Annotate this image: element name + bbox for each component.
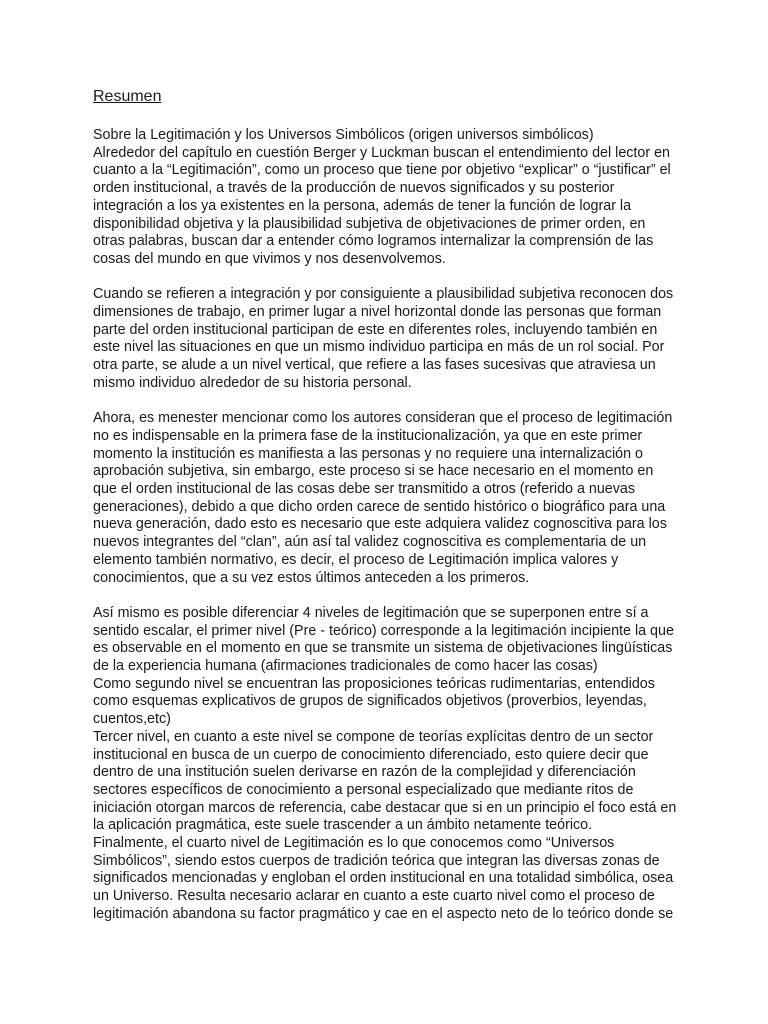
text-line: cosas del mundo en que vivimos y nos desenvolvemos. [93, 250, 446, 267]
text-line: momento la institución es manifiesta a las personas y no requiere una internalización o [93, 445, 643, 462]
document-body [93, 88, 681, 941]
text-line: Simbólicos”, siendo estos cuerpos de tradición teórica que integran las diversas zonas de [93, 852, 660, 869]
paragraph [93, 410, 681, 587]
document-title: Resumen [93, 88, 162, 105]
text-line: integración a los ya existentes en la persona, además de tener la función de lograr la [93, 197, 632, 214]
text-line: parte del orden institucional participan de este en diferentes roles, incluyendo también en [93, 321, 658, 338]
text-line: iniciación otorgan marcos de referencia, cabe destacar que si en un principio el foco está en [93, 799, 677, 816]
text-line: legitimación abandona su factor pragmático y cae en el aspecto neto de lo teórico donde se [93, 905, 674, 922]
text-line: orden institucional, a través de la producción de nuevos significados y su posterior [93, 180, 615, 197]
paragraph-container [93, 127, 681, 924]
text-line: Ahora, es menester mencionar como los autores consideran que el proceso de legitimación [93, 410, 673, 427]
text-line: significados mencionadas y engloban el orden institucional en una totalidad simbólica, osea [93, 870, 674, 887]
text-line: Así mismo es posible diferenciar 4 niveles de legitimación que se superponen entre sí a [93, 604, 649, 621]
text-line: cuentos,etc) [93, 711, 171, 728]
text-line: es observable en el momento en que se transmite un sistema de objetivaciones lingüísticas [93, 640, 673, 657]
text-line: conocimientos, que a su vez estos últimos anteceden a los primeros. [93, 569, 530, 586]
text-line: este nivel las situaciones en que un mismo individuo participa en más de un rol social. Por [93, 339, 665, 356]
paragraph [93, 605, 681, 924]
text-line: nueva generación, dado esto es necesario que este adquiera validez cognoscitiva para los [93, 516, 667, 533]
text-line: Tercer nivel, en cuanto a este nivel se compone de teorías explícitas dentro de un sector [93, 728, 654, 745]
text-line: Alrededor del capítulo en cuestión Berger y Luckman buscan el entendimiento del lector en [93, 144, 670, 161]
text-line: un Universo. Resulta necesario aclarar en cuanto a este cuarto nivel como el proceso de [93, 888, 655, 905]
text-line: Sobre la Legitimación y los Universos Simbólicos (origen universos simbólicos) [93, 127, 594, 143]
text-line: institucional en busca de un cuerpo de conocimiento diferenciado, esto quiere decir que [93, 746, 649, 763]
text-line: mismo individuo alrededor de su historia personal. [93, 374, 412, 391]
text-line: nuevos integrantes del “clan”, aún así tal validez cognoscitiva es complementaria de un [93, 534, 647, 551]
text-line: dentro de una institución suelen derivarse en razón de la complejidad y diferenciación [93, 764, 636, 781]
text-line: no es indispensable en la primera fase de la institucionalización, ya que en este primer [93, 427, 643, 444]
text-line: sentido escalar, el primer nivel (Pre - teórico) corresponde a la legitimación incipiente la que [93, 622, 674, 639]
text-line: de la experiencia humana (afirmaciones tradicionales de como hacer las cosas) [93, 658, 598, 675]
text-line: que el orden institucional de las cosas debe ser transmitido a otros (referido a nuevas [93, 481, 635, 498]
text-line: cuanto a la “Legitimación”, como un proceso que tiene por objetivo “explicar” o “justificar” el [93, 162, 671, 179]
text-line: generaciones), debido a que dicho orden carece de sentido histórico o biográfico para una [93, 498, 666, 515]
text-line: elemento también normativo, es decir, el proceso de Legitimación implica valores y [93, 551, 619, 568]
text-line: dimensiones de trabajo, en primer lugar a nivel horizontal donde las personas que forman [93, 304, 662, 321]
text-line: como esquemas explicativos de grupos de significados objetivos (proverbios, leyendas, [93, 693, 647, 710]
text-line: la aplicación pragmática, este suele trascender a un ámbito netamente teórico. [93, 817, 593, 834]
text-line: Finalmente, el cuarto nivel de Legitimación es lo que conocemos como “Universos [93, 835, 615, 852]
text-line: Como segundo nivel se encuentran las proposiciones teóricas rudimentarias, entendidos [93, 675, 655, 692]
text-line: otra parte, se alude a un nivel vertical, que refiere a las fases sucesivas que atraviesa un [93, 357, 656, 374]
paragraph [93, 127, 681, 269]
text-line: Cuando se refieren a integración y por consiguiente a plausibilidad subjetiva reconocen dos [93, 286, 674, 303]
text-line: aprobación subjetiva, sin embargo, este proceso si se hace necesario en el momento en [93, 463, 654, 480]
paragraph [93, 286, 681, 392]
text-line: disponibilidad objetiva y la plausibilidad subjetiva de objetivaciones de primer orden, en [93, 215, 646, 232]
text-line: sectores específicos de conocimiento a personal especializado que mediante ritos de [93, 781, 634, 798]
text-line: otras palabras, buscan dar a entender cómo logramos internalizar la comprensión de las [93, 233, 654, 250]
